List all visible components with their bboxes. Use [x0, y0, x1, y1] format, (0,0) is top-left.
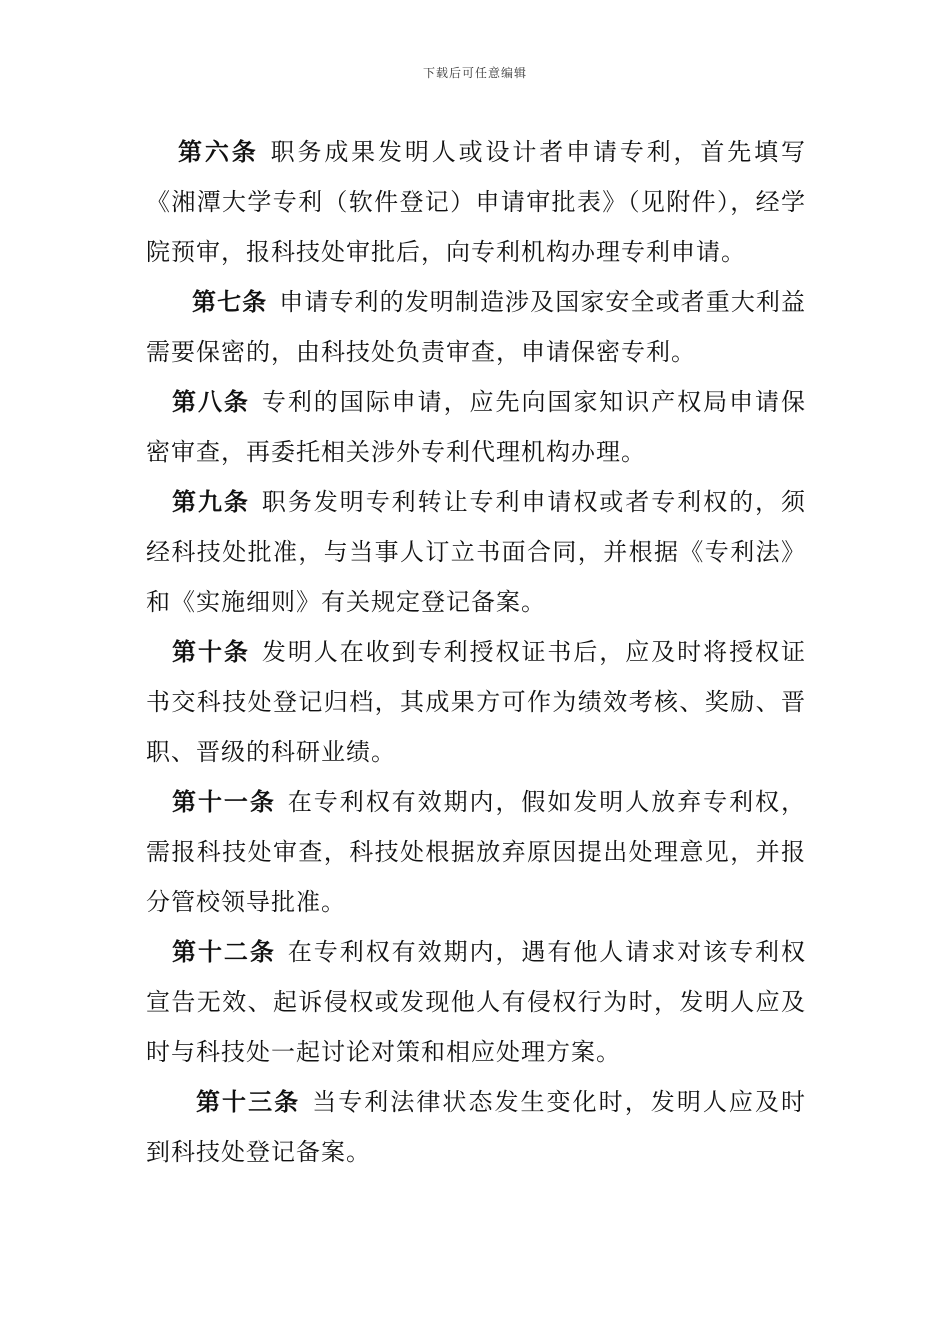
article-8-text: 专利的国际申请，应先向国家知识产权局申请保密审查，再委托相关涉外专利代理机构办理。	[146, 388, 807, 466]
article-6-title: 第六条	[178, 138, 259, 166]
article-9-title: 第九条	[172, 488, 250, 516]
article-9-text: 职务发明专利转让专利申请权或者专利权的，须经科技处批准，与当事人订立书面合同，并根据《专利法》和《实施细则》有关规定登记备案。	[146, 488, 807, 616]
article-7-title: 第七条	[192, 288, 268, 316]
article-12	[146, 927, 806, 1077]
article-8-title: 第八条	[172, 388, 250, 416]
article-13	[146, 1077, 806, 1177]
article-9	[146, 477, 806, 627]
article-11	[146, 777, 806, 927]
article-13-text: 当专利法律状态发生变化时，发明人应及时到科技处登记备案。	[146, 1088, 807, 1166]
article-12-text: 在专利权有效期内，遇有他人请求对该专利权宣告无效、起诉侵权或发现他人有侵权行为时，发明人应及时与科技处一起讨论对策和相应处理方案。	[146, 938, 807, 1066]
article-10	[146, 627, 806, 777]
article-6	[146, 127, 806, 277]
article-11-text: 在专利权有效期内，假如发明人放弃专利权，需报科技处审查，科技处根据放弃原因提出处理意见，并报分管校领导批准。	[146, 788, 807, 916]
article-8	[146, 377, 806, 477]
article-6-text: 职务成果发明人或设计者申请专利，首先填写《湘潭大学专利（软件登记）申请审批表》（见附件），经学院预审，报科技处审批后，向专利机构办理专利申请。	[146, 138, 807, 266]
article-10-text: 发明人在收到专利授权证书后，应及时将授权证书交科技处登记归档，其成果方可作为绩效考核、奖励、晋职、晋级的科研业绩。	[146, 638, 807, 766]
document-body	[146, 127, 806, 1177]
article-10-title: 第十条	[172, 638, 250, 666]
article-12-title: 第十二条	[172, 938, 276, 966]
article-7	[146, 277, 806, 377]
article-11-title: 第十一条	[172, 788, 276, 816]
article-7-text: 申请专利的发明制造涉及国家安全或者重大利益需要保密的，由科技处负责审查，申请保密专利。	[146, 288, 807, 366]
page-header: 下载后可任意编辑	[422, 66, 527, 80]
article-13-title: 第十三条	[196, 1088, 301, 1116]
